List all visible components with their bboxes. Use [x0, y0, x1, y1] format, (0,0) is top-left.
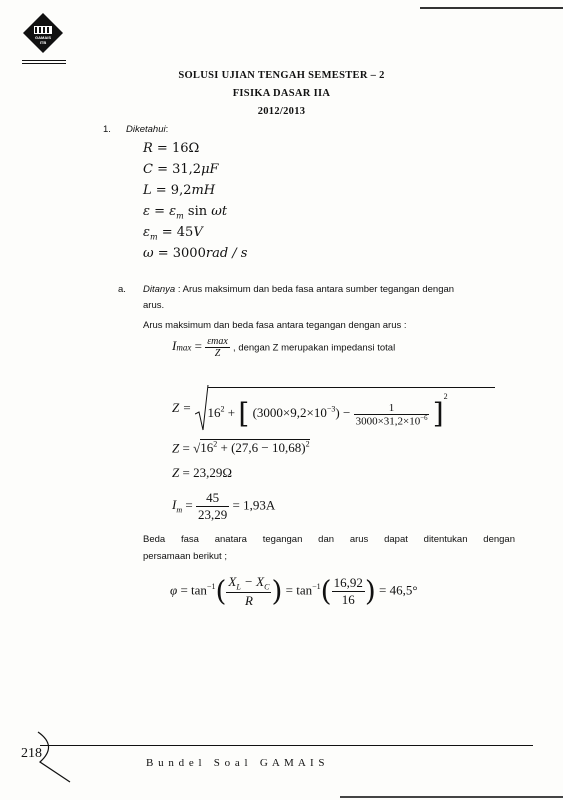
academic-year: 2012/2013: [257, 106, 306, 117]
page-number: 218: [21, 746, 42, 761]
phase-formula: $\varphi = \tan^{-1}$( $\frac{X_L - X_C}{R}$ ) = $\tan^{-1}$( $\frac{16,92}{16}$ ) = 46,5°: [170, 574, 418, 608]
capacitive-fraction: $\frac{1}{3000\times 31,2\times 10^{-6}}$: [355, 401, 428, 428]
phase-intro: Beda fasa anatara tegangan dan arus dapat ditentukan dengan: [143, 534, 515, 545]
phase-fraction: $\frac{X_L - X_C}{R}$: [228, 574, 270, 608]
given-resistance: R = 16Ω: [143, 141, 200, 156]
z-result: Z = 23,29Ω: [172, 465, 232, 480]
question-number: 1.: [103, 124, 111, 135]
phase-intro-2: persamaan berikut ;: [143, 551, 227, 562]
asked-line-2: arus.: [143, 300, 165, 311]
logo: [22, 12, 64, 54]
imax-note: , dengan Z merupakan impedansi total: [233, 342, 396, 354]
given-emf-max: $\varepsilon_m = 45V$: [143, 225, 203, 242]
given-heading: Diketahui:: [126, 124, 169, 135]
page-title: SOLUSI UJIAN TENGAH SEMESTER – 2: [178, 70, 385, 81]
im-formula: $I_m$ = $\frac{45}{23,29}$ = 1,93A: [172, 490, 276, 522]
intro-text: Arus maksimum dan beda fasa antara tegangan dengan arus :: [143, 320, 407, 331]
sqrt-icon: [195, 384, 209, 432]
given-omega: ω = 3000rad / s: [143, 246, 248, 261]
part-letter: a.: [118, 284, 126, 295]
footer-rule: [40, 745, 533, 746]
header-rule-2: [22, 63, 66, 64]
top-edge-rule: [420, 7, 563, 9]
imax-lhs: I: [172, 338, 177, 354]
asked-line: Ditanya : Arus maksimum dan beda fasa antara sumber tegangan dengan: [143, 284, 455, 295]
course-title: FISIKA DASAR IIA: [232, 88, 331, 99]
header-rule: [22, 60, 66, 61]
im-fraction: $\frac{45}{23,29}$: [198, 490, 228, 522]
imax-fraction: $\frac{\varepsilon\max}{Z}$: [207, 336, 228, 359]
z-simplified: $Z = √16^2 + (27,6 - 10,68)^2$: [172, 440, 310, 456]
logo-text: GAMAIS ITB: [35, 35, 51, 45]
given-inductance: L = 9,2mH: [143, 183, 216, 198]
gamais-logo-icon: [22, 12, 64, 54]
book-title: B u n d e l S o a l G A M A I S: [146, 757, 326, 769]
given-emf: $\varepsilon = \varepsilon_m$ sin ωt: [143, 204, 228, 221]
z-formula: $Z = 16^2$ + [ $(3000\times 9,2\times 10^{-3})$ − $\frac{1}{3000\times 31,2\times 10^{-6}}$ ]$^2$: [172, 384, 495, 432]
imax-formula: Imax = $\frac{\varepsilon\max}{Z}$ , dengan Z merupakan impedansi total: [172, 336, 396, 359]
bottom-edge-rule: [340, 796, 563, 798]
given-capacitance: C = 31,2μF: [143, 162, 219, 177]
phase-fraction-values: $\frac{16,92}{16}$: [333, 574, 363, 607]
